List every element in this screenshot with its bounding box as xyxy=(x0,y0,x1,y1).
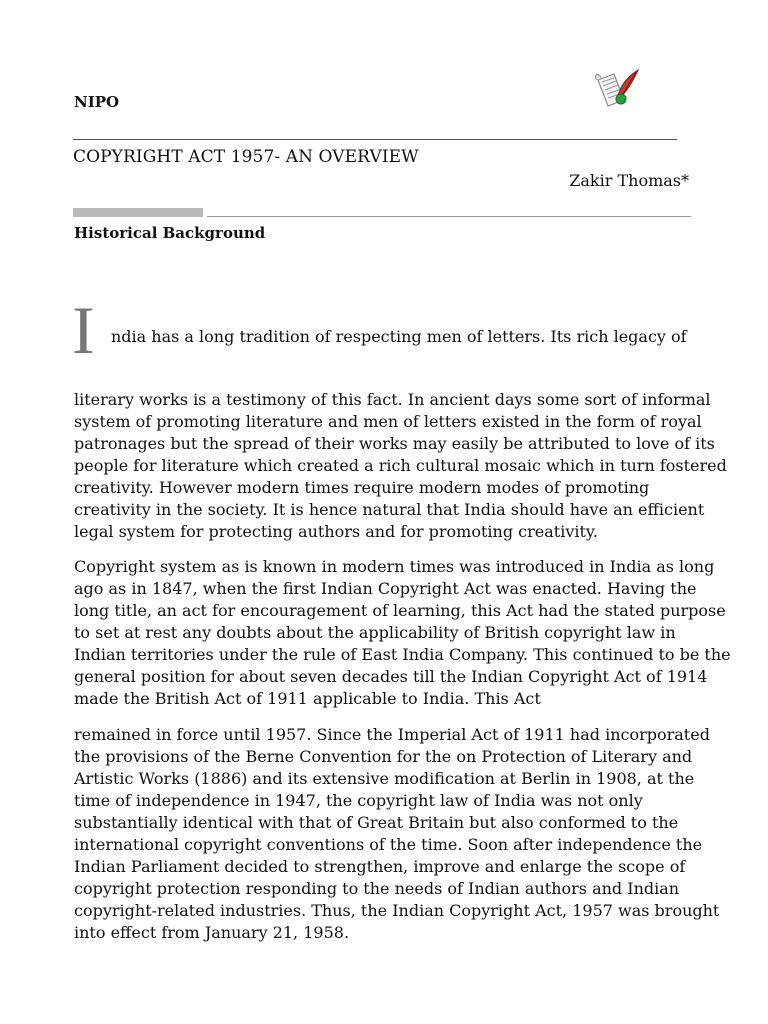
paragraph-line: ago as in 1847, when the first Indian Copyright Act was enacted. Having the xyxy=(74,579,697,598)
paragraph-line: international copyright conventions of the time. Soon after independence the xyxy=(74,835,703,854)
paragraph-line: copyright protection responding to the needs of Indian authors and Indian xyxy=(74,879,680,898)
paragraph-line: Indian territories under the rule of East India Company. This continued to be the xyxy=(74,645,731,664)
paragraph-line: copyright-related industries. Thus, the Indian Copyright Act, 1957 was brought xyxy=(74,901,720,920)
paragraph-line: to set at rest any doubts about the applicability of British copyright law in xyxy=(74,623,676,642)
paragraph-line: into effect from January 21, 1958. xyxy=(74,923,350,942)
section-accent-bar xyxy=(73,208,203,217)
paragraph-line: general position for about seven decades till the Indian Copyright Act of 1914 xyxy=(74,667,708,686)
section-divider xyxy=(207,216,691,217)
header-rule xyxy=(73,139,677,140)
paragraph-line: long title, an act for encouragement of learning, this Act had the stated purpose xyxy=(74,601,726,620)
paragraph-line: Artistic Works (1886) and its extensive modification at Berlin in 1908, at the xyxy=(74,769,695,788)
section-heading: Historical Background xyxy=(74,224,266,242)
quill-document-logo xyxy=(592,66,642,112)
author-name: Zakir Thomas* xyxy=(569,171,689,190)
paragraph-line: time of independence in 1947, the copyright law of India was not only xyxy=(74,791,643,810)
paragraph-line: creativity in the society. It is hence natural that India should have an efficient xyxy=(74,500,705,519)
paragraph-line: the provisions of the Berne Convention for the on Protection of Literary and xyxy=(74,747,693,766)
paragraph-line: Indian Parliament decided to strengthen, improve and enlarge the scope of xyxy=(74,857,686,876)
paragraph-line: creativity. However modern times require modern modes of promoting xyxy=(74,478,650,497)
paragraph-line: people for literature which created a rich cultural mosaic which in turn fostered xyxy=(74,456,727,475)
lead-line: ndia has a long tradition of respecting men of letters. Its rich legacy of xyxy=(111,327,687,346)
paragraph-line: substantially identical with that of Great Britain but also conformed to the xyxy=(74,813,679,832)
paragraph-2 xyxy=(74,556,731,710)
paragraph-line: legal system for protecting authors and for promoting creativity. xyxy=(74,522,598,541)
drop-cap: I xyxy=(72,292,95,368)
paragraph-line: made the British Act of 1911 applicable to India. This Act xyxy=(74,689,541,708)
document-title: COPYRIGHT ACT 1957- AN OVERVIEW xyxy=(73,147,419,167)
paragraph-line: system of promoting literature and men of letters existed in the form of royal xyxy=(74,412,702,431)
paragraph-line: remained in force until 1957. Since the Imperial Act of 1911 had incorporated xyxy=(74,725,710,744)
paragraph-line: Copyright system as is known in modern times was introduced in India as long xyxy=(74,557,715,576)
paragraph-1 xyxy=(74,389,727,543)
header-label: NIPO xyxy=(74,93,120,111)
paragraph-line: patronages but the spread of their works may easily be attributed to love of its xyxy=(74,434,715,453)
paragraph-line: literary works is a testimony of this fact. In ancient days some sort of informal xyxy=(74,390,711,409)
paragraph-3 xyxy=(74,724,720,944)
